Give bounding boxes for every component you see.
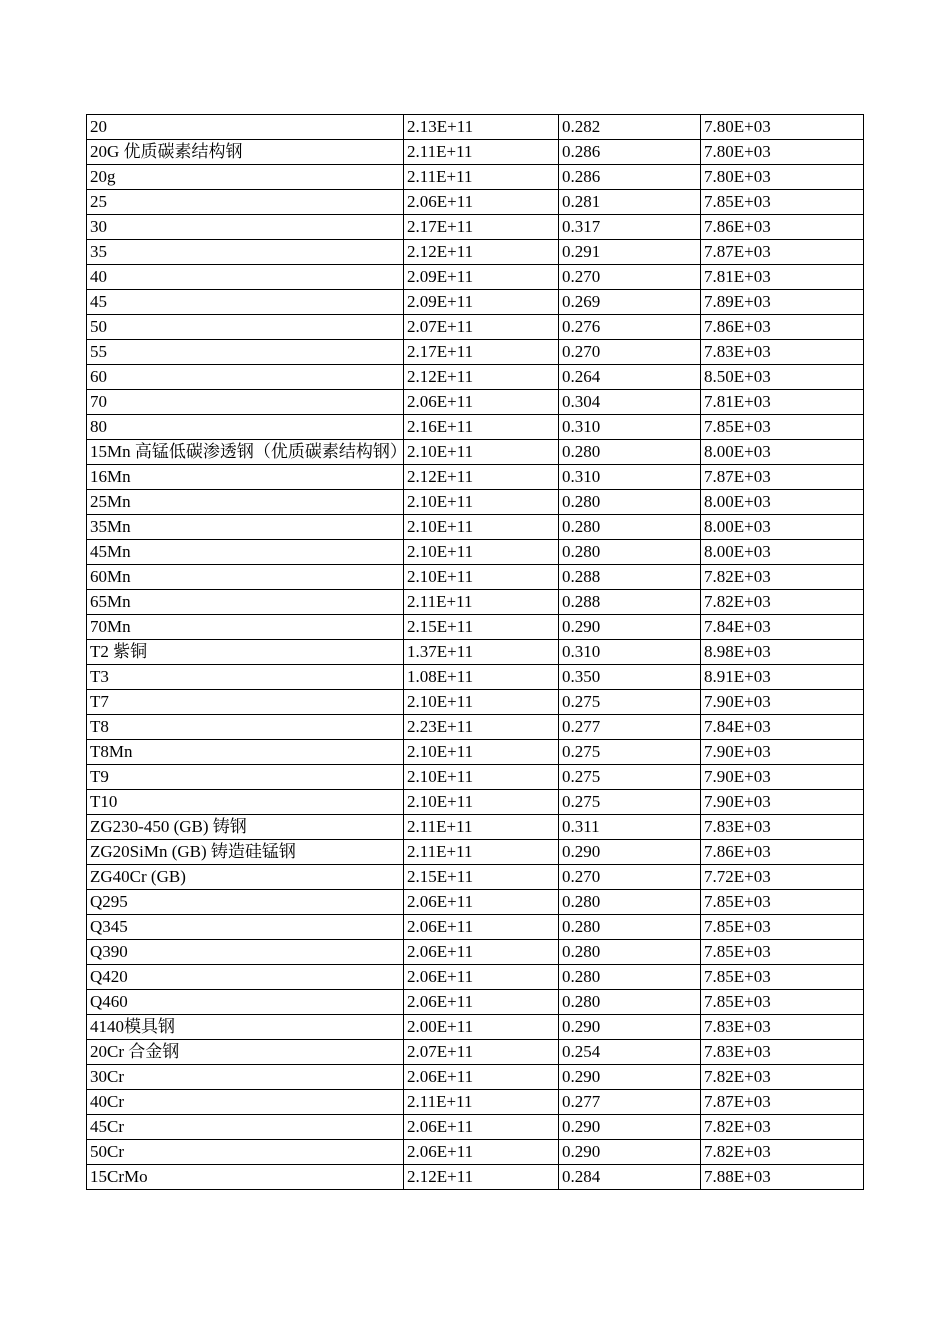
material-name-cell: 30 (87, 215, 404, 240)
poisson-ratio-cell: 0.269 (559, 290, 701, 315)
elastic-modulus-cell: 1.37E+11 (404, 640, 559, 665)
poisson-ratio-cell: 0.290 (559, 1015, 701, 1040)
table-row (87, 840, 864, 865)
density-cell: 8.98E+03 (701, 640, 864, 665)
poisson-ratio-cell: 0.286 (559, 165, 701, 190)
density-cell: 7.86E+03 (701, 315, 864, 340)
poisson-ratio-cell: 0.290 (559, 615, 701, 640)
material-name-cell: 15Mn 高锰低碳渗透钢（优质碳素结构钢） (87, 440, 404, 465)
table-row (87, 515, 864, 540)
elastic-modulus-cell: 2.10E+11 (404, 540, 559, 565)
density-cell: 7.72E+03 (701, 865, 864, 890)
elastic-modulus-cell: 2.06E+11 (404, 915, 559, 940)
material-name-cell: ZG230-450 (GB) 铸钢 (87, 815, 404, 840)
table-row (87, 565, 864, 590)
poisson-ratio-cell: 0.280 (559, 515, 701, 540)
elastic-modulus-cell: 2.17E+11 (404, 215, 559, 240)
elastic-modulus-cell: 2.10E+11 (404, 515, 559, 540)
poisson-ratio-cell: 0.280 (559, 965, 701, 990)
density-cell: 7.89E+03 (701, 290, 864, 315)
material-name-cell: T10 (87, 790, 404, 815)
table-row (87, 965, 864, 990)
material-name-cell: T9 (87, 765, 404, 790)
poisson-ratio-cell: 0.264 (559, 365, 701, 390)
density-cell: 8.00E+03 (701, 540, 864, 565)
material-name-cell: 40 (87, 265, 404, 290)
density-cell: 8.91E+03 (701, 665, 864, 690)
density-cell: 7.83E+03 (701, 1015, 864, 1040)
poisson-ratio-cell: 0.275 (559, 765, 701, 790)
table-row (87, 115, 864, 140)
table-row (87, 815, 864, 840)
table-row (87, 890, 864, 915)
poisson-ratio-cell: 0.282 (559, 115, 701, 140)
poisson-ratio-cell: 0.310 (559, 465, 701, 490)
elastic-modulus-cell: 2.10E+11 (404, 565, 559, 590)
material-name-cell: 45 (87, 290, 404, 315)
density-cell: 7.85E+03 (701, 915, 864, 940)
poisson-ratio-cell: 0.288 (559, 590, 701, 615)
material-name-cell: 70 (87, 390, 404, 415)
density-cell: 7.83E+03 (701, 340, 864, 365)
density-cell: 7.82E+03 (701, 590, 864, 615)
poisson-ratio-cell: 0.350 (559, 665, 701, 690)
poisson-ratio-cell: 0.275 (559, 790, 701, 815)
table-row (87, 640, 864, 665)
poisson-ratio-cell: 0.280 (559, 940, 701, 965)
material-name-cell: 50Cr (87, 1140, 404, 1165)
material-name-cell: 80 (87, 415, 404, 440)
table-row (87, 690, 864, 715)
density-cell: 7.90E+03 (701, 690, 864, 715)
elastic-modulus-cell: 2.11E+11 (404, 590, 559, 615)
density-cell: 7.86E+03 (701, 215, 864, 240)
elastic-modulus-cell: 2.15E+11 (404, 865, 559, 890)
density-cell: 8.00E+03 (701, 440, 864, 465)
density-cell: 7.85E+03 (701, 415, 864, 440)
density-cell: 7.84E+03 (701, 715, 864, 740)
material-name-cell: Q345 (87, 915, 404, 940)
table-row (87, 440, 864, 465)
table-row (87, 540, 864, 565)
poisson-ratio-cell: 0.284 (559, 1165, 701, 1190)
material-name-cell: 15CrMo (87, 1165, 404, 1190)
table-row (87, 590, 864, 615)
elastic-modulus-cell: 2.07E+11 (404, 315, 559, 340)
density-cell: 7.84E+03 (701, 615, 864, 640)
elastic-modulus-cell: 2.10E+11 (404, 690, 559, 715)
density-cell: 7.81E+03 (701, 390, 864, 415)
density-cell: 7.85E+03 (701, 990, 864, 1015)
elastic-modulus-cell: 2.10E+11 (404, 790, 559, 815)
elastic-modulus-cell: 2.06E+11 (404, 965, 559, 990)
elastic-modulus-cell: 2.10E+11 (404, 765, 559, 790)
elastic-modulus-cell: 2.11E+11 (404, 140, 559, 165)
elastic-modulus-cell: 2.12E+11 (404, 365, 559, 390)
material-properties-table (86, 114, 864, 1190)
poisson-ratio-cell: 0.277 (559, 715, 701, 740)
density-cell: 7.82E+03 (701, 565, 864, 590)
density-cell: 7.82E+03 (701, 1065, 864, 1090)
elastic-modulus-cell: 2.07E+11 (404, 1040, 559, 1065)
elastic-modulus-cell: 1.08E+11 (404, 665, 559, 690)
elastic-modulus-cell: 2.10E+11 (404, 740, 559, 765)
table-row (87, 240, 864, 265)
elastic-modulus-cell: 2.11E+11 (404, 1090, 559, 1115)
table-row (87, 215, 864, 240)
material-name-cell: Q390 (87, 940, 404, 965)
density-cell: 7.80E+03 (701, 115, 864, 140)
material-name-cell: T7 (87, 690, 404, 715)
density-cell: 7.83E+03 (701, 1040, 864, 1065)
table-row (87, 490, 864, 515)
material-name-cell: Q295 (87, 890, 404, 915)
poisson-ratio-cell: 0.270 (559, 265, 701, 290)
elastic-modulus-cell: 2.06E+11 (404, 940, 559, 965)
table-row (87, 715, 864, 740)
elastic-modulus-cell: 2.06E+11 (404, 1115, 559, 1140)
poisson-ratio-cell: 0.275 (559, 690, 701, 715)
table-row (87, 1015, 864, 1040)
poisson-ratio-cell: 0.270 (559, 865, 701, 890)
poisson-ratio-cell: 0.290 (559, 1115, 701, 1140)
material-name-cell: 30Cr (87, 1065, 404, 1090)
table-row (87, 1115, 864, 1140)
density-cell: 7.85E+03 (701, 890, 864, 915)
density-cell: 7.85E+03 (701, 940, 864, 965)
elastic-modulus-cell: 2.17E+11 (404, 340, 559, 365)
material-name-cell: ZG40Cr (GB) (87, 865, 404, 890)
density-cell: 7.83E+03 (701, 815, 864, 840)
poisson-ratio-cell: 0.286 (559, 140, 701, 165)
material-name-cell: 20g (87, 165, 404, 190)
density-cell: 7.86E+03 (701, 840, 864, 865)
table-row (87, 865, 864, 890)
material-name-cell: 20G 优质碳素结构钢 (87, 140, 404, 165)
table-row (87, 790, 864, 815)
poisson-ratio-cell: 0.290 (559, 840, 701, 865)
poisson-ratio-cell: 0.280 (559, 915, 701, 940)
material-name-cell: 20Cr 合金钢 (87, 1040, 404, 1065)
poisson-ratio-cell: 0.290 (559, 1140, 701, 1165)
elastic-modulus-cell: 2.10E+11 (404, 440, 559, 465)
table-row (87, 415, 864, 440)
poisson-ratio-cell: 0.291 (559, 240, 701, 265)
density-cell: 7.87E+03 (701, 1090, 864, 1115)
elastic-modulus-cell: 2.12E+11 (404, 240, 559, 265)
material-name-cell: 25 (87, 190, 404, 215)
table-row (87, 390, 864, 415)
material-name-cell: T8 (87, 715, 404, 740)
density-cell: 7.82E+03 (701, 1140, 864, 1165)
elastic-modulus-cell: 2.06E+11 (404, 390, 559, 415)
density-cell: 8.00E+03 (701, 515, 864, 540)
elastic-modulus-cell: 2.16E+11 (404, 415, 559, 440)
material-name-cell: 25Mn (87, 490, 404, 515)
elastic-modulus-cell: 2.09E+11 (404, 290, 559, 315)
poisson-ratio-cell: 0.288 (559, 565, 701, 590)
poisson-ratio-cell: 0.290 (559, 1065, 701, 1090)
density-cell: 7.81E+03 (701, 265, 864, 290)
table-row (87, 190, 864, 215)
elastic-modulus-cell: 2.06E+11 (404, 1065, 559, 1090)
poisson-ratio-cell: 0.280 (559, 890, 701, 915)
density-cell: 7.87E+03 (701, 465, 864, 490)
elastic-modulus-cell: 2.06E+11 (404, 890, 559, 915)
material-name-cell: 70Mn (87, 615, 404, 640)
material-name-cell: T2 紫铜 (87, 640, 404, 665)
elastic-modulus-cell: 2.11E+11 (404, 840, 559, 865)
elastic-modulus-cell: 2.12E+11 (404, 465, 559, 490)
table-row (87, 1040, 864, 1065)
density-cell: 8.50E+03 (701, 365, 864, 390)
material-name-cell: Q460 (87, 990, 404, 1015)
poisson-ratio-cell: 0.280 (559, 490, 701, 515)
density-cell: 7.82E+03 (701, 1115, 864, 1140)
elastic-modulus-cell: 2.12E+11 (404, 1165, 559, 1190)
table-body (87, 115, 864, 1190)
poisson-ratio-cell: 0.276 (559, 315, 701, 340)
material-name-cell: 35 (87, 240, 404, 265)
table-row (87, 915, 864, 940)
table-row (87, 315, 864, 340)
poisson-ratio-cell: 0.310 (559, 415, 701, 440)
table-row (87, 1090, 864, 1115)
density-cell: 8.00E+03 (701, 490, 864, 515)
density-cell: 7.90E+03 (701, 765, 864, 790)
material-name-cell: T8Mn (87, 740, 404, 765)
material-name-cell: 40Cr (87, 1090, 404, 1115)
table-row (87, 990, 864, 1015)
material-name-cell: 60 (87, 365, 404, 390)
poisson-ratio-cell: 0.254 (559, 1040, 701, 1065)
density-cell: 7.85E+03 (701, 965, 864, 990)
poisson-ratio-cell: 0.317 (559, 215, 701, 240)
material-name-cell: 55 (87, 340, 404, 365)
poisson-ratio-cell: 0.277 (559, 1090, 701, 1115)
elastic-modulus-cell: 2.06E+11 (404, 190, 559, 215)
table-row (87, 1140, 864, 1165)
material-name-cell: 60Mn (87, 565, 404, 590)
poisson-ratio-cell: 0.275 (559, 740, 701, 765)
table-row (87, 465, 864, 490)
poisson-ratio-cell: 0.310 (559, 640, 701, 665)
elastic-modulus-cell: 2.06E+11 (404, 990, 559, 1015)
poisson-ratio-cell: 0.304 (559, 390, 701, 415)
density-cell: 7.90E+03 (701, 790, 864, 815)
table-row (87, 1065, 864, 1090)
density-cell: 7.90E+03 (701, 740, 864, 765)
elastic-modulus-cell: 2.00E+11 (404, 1015, 559, 1040)
table-row (87, 140, 864, 165)
density-cell: 7.80E+03 (701, 165, 864, 190)
table-row (87, 165, 864, 190)
table-row (87, 365, 864, 390)
material-name-cell: 20 (87, 115, 404, 140)
material-name-cell: T3 (87, 665, 404, 690)
elastic-modulus-cell: 2.15E+11 (404, 615, 559, 640)
material-name-cell: ZG20SiMn (GB) 铸造硅锰钢 (87, 840, 404, 865)
material-name-cell: 35Mn (87, 515, 404, 540)
poisson-ratio-cell: 0.311 (559, 815, 701, 840)
table-row (87, 740, 864, 765)
poisson-ratio-cell: 0.280 (559, 440, 701, 465)
table-row (87, 1165, 864, 1190)
material-name-cell: 45Cr (87, 1115, 404, 1140)
material-name-cell: 65Mn (87, 590, 404, 615)
elastic-modulus-cell: 2.13E+11 (404, 115, 559, 140)
elastic-modulus-cell: 2.11E+11 (404, 815, 559, 840)
table-row (87, 265, 864, 290)
density-cell: 7.87E+03 (701, 240, 864, 265)
elastic-modulus-cell: 2.11E+11 (404, 165, 559, 190)
poisson-ratio-cell: 0.281 (559, 190, 701, 215)
poisson-ratio-cell: 0.280 (559, 990, 701, 1015)
elastic-modulus-cell: 2.09E+11 (404, 265, 559, 290)
material-name-cell: 16Mn (87, 465, 404, 490)
elastic-modulus-cell: 2.10E+11 (404, 490, 559, 515)
material-name-cell: 45Mn (87, 540, 404, 565)
elastic-modulus-cell: 2.06E+11 (404, 1140, 559, 1165)
material-name-cell: 50 (87, 315, 404, 340)
density-cell: 7.88E+03 (701, 1165, 864, 1190)
material-name-cell: 4140模具钢 (87, 1015, 404, 1040)
table-row (87, 615, 864, 640)
table-row (87, 290, 864, 315)
material-name-cell: Q420 (87, 965, 404, 990)
table-row (87, 665, 864, 690)
poisson-ratio-cell: 0.280 (559, 540, 701, 565)
table-row (87, 765, 864, 790)
poisson-ratio-cell: 0.270 (559, 340, 701, 365)
density-cell: 7.80E+03 (701, 140, 864, 165)
density-cell: 7.85E+03 (701, 190, 864, 215)
table-row (87, 340, 864, 365)
elastic-modulus-cell: 2.23E+11 (404, 715, 559, 740)
table-row (87, 940, 864, 965)
